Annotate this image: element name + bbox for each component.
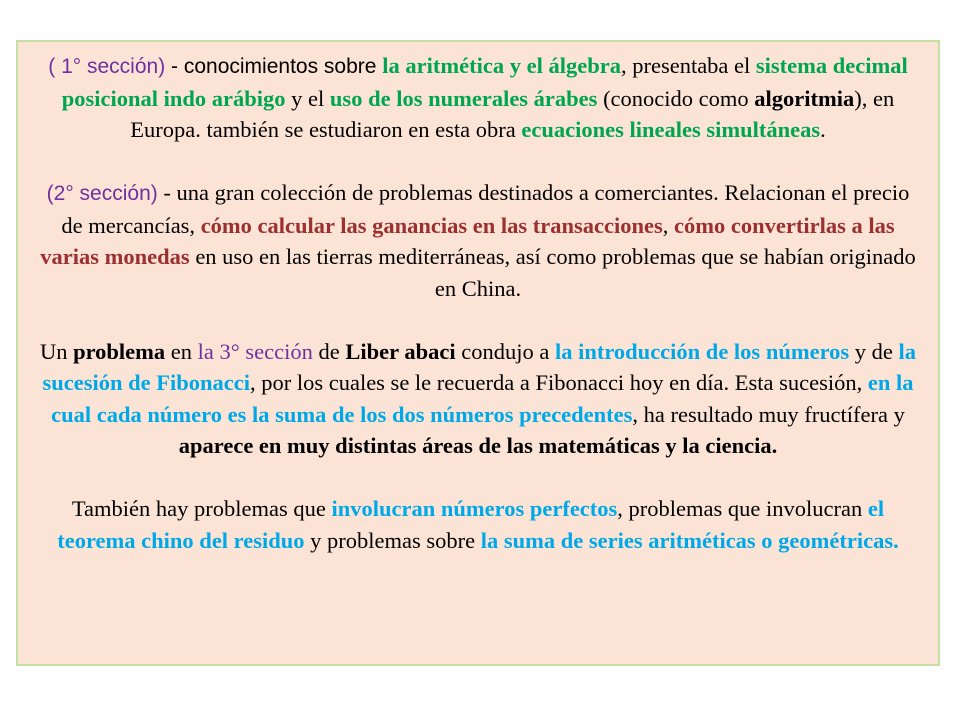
paragraph-section-3: [38, 336, 918, 462]
text-run: Un: [39, 338, 74, 364]
text-run: , ha resultado muy fructífera y: [632, 401, 905, 427]
text-run: y el: [285, 85, 330, 111]
text-run: - una gran colección de problemas destinados a comerciantes. Relacionan el precio de mercancías,: [61, 180, 910, 238]
section-3-label: la 3° sección: [197, 338, 313, 364]
highlight-problema: problema: [73, 338, 166, 364]
text-run: de: [312, 338, 346, 364]
highlight-introduccion-numeros: la introducción de los números: [554, 338, 850, 364]
text-run: y problemas sobre: [304, 527, 481, 553]
text-run: en uso en las tierras mediterráneas, así como problemas que se habían originado en China.: [189, 244, 916, 301]
section-1-label: ( 1° sección): [48, 55, 166, 78]
text-run: ), en Europa. también se estudiaron en esta obra: [130, 85, 895, 142]
paragraph-problems: [38, 493, 918, 556]
text-run: en: [165, 338, 198, 364]
highlight-suma-precedentes: en la cual cada número es la suma de los dos números precedentes: [51, 370, 914, 427]
paragraph-section-1: [38, 50, 918, 146]
highlight-suma-series: la suma de series aritméticas o geométricas.: [480, 527, 899, 553]
text-box: [16, 40, 940, 666]
text-run: condujo a: [455, 338, 555, 364]
highlight-numerales-arabes: uso de los numerales árabes: [329, 85, 598, 111]
highlight-numeros-perfectos: involucran números perfectos: [331, 496, 618, 521]
highlight-ganancias: cómo calcular las ganancias en las transacciones: [200, 212, 663, 238]
section-2-label: (2° sección): [46, 182, 158, 205]
text-run: (conocido como: [597, 85, 755, 111]
text-run: , problemas que involucran: [617, 496, 868, 521]
text-run: .: [820, 117, 826, 142]
highlight-sucesion-fibonacci: la sucesión de Fibonacci: [42, 338, 917, 395]
text-run: También hay problemas que: [71, 496, 332, 521]
text-run: ,: [662, 212, 675, 238]
highlight-areas-ciencia: aparece en muy distintas áreas de las matemáticas y la ciencia.: [178, 433, 778, 458]
highlight-aritmetica-algebra: la aritmética y el álgebra: [382, 53, 621, 78]
text-run: - conocimientos sobre: [165, 55, 383, 78]
highlight-ecuaciones-lineales: ecuaciones lineales simultáneas: [521, 117, 821, 142]
highlight-teorema-chino: el teorema chino del residuo: [57, 496, 885, 553]
text-run: y de: [849, 338, 899, 364]
highlight-monedas: cómo convertirlas a las varias monedas: [40, 212, 895, 269]
text-run: , por los cuales se le recuerda a Fibonacci hoy en día. Esta sucesión,: [249, 370, 868, 395]
highlight-liber-abaci: Liber abaci: [345, 338, 456, 364]
highlight-sistema-decimal: sistema decimal posicional indo arábigo: [61, 53, 908, 111]
paragraph-section-2: [38, 177, 918, 304]
highlight-algoritmia: algoritmia: [754, 85, 855, 111]
text-run: , presentaba el: [620, 53, 756, 78]
